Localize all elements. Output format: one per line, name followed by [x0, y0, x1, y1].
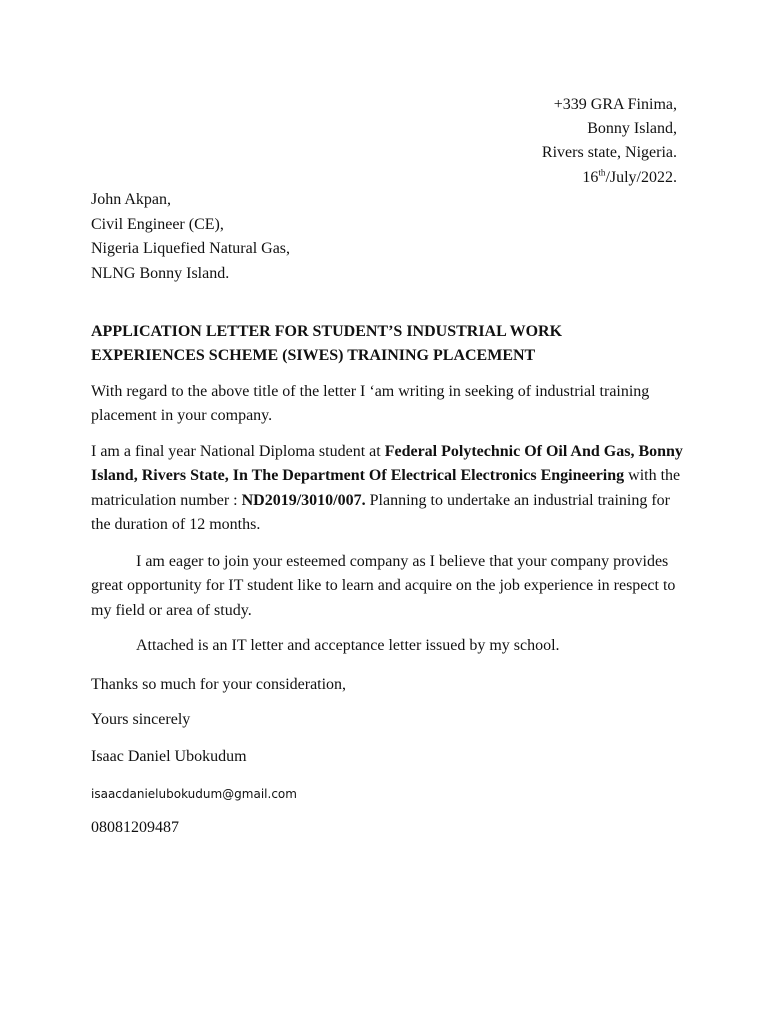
date-rest: /July/2022. — [605, 168, 677, 186]
letter-subject — [91, 320, 691, 368]
recipient-title: Civil Engineer (CE), — [91, 215, 224, 233]
recipient-name: John Akpan, — [91, 191, 171, 208]
body-paragraph-1: With regard to the above title of the letter I ‘am writing in seeking of industrial training placement in your company. — [91, 383, 650, 425]
signoff: Yours sincerely — [91, 711, 191, 728]
para2-text: Planning to undertake an industrial training for the duration of 12 months. — [91, 491, 670, 533]
recipient-company: Nigeria Liquefied Natural Gas, — [91, 240, 291, 257]
para2-text: with the matriculation number : — [91, 467, 681, 509]
recipient-location: NLNG Bonny Island. — [91, 264, 230, 282]
date-day: 16 — [582, 168, 599, 186]
institution-name: Federal Polytechnic Of Oil And Gas, Bonny Island, Rivers State, In The Department Of Electrical Electronics Engineering — [91, 443, 683, 485]
body-paragraph-3: I am eager to join your esteemed company as I believe that your company provides great opportunity for IT student like to learn and acquire on the job experience in respect to my field or area of study. — [91, 553, 676, 619]
sender-address-line: Bonny Island, — [587, 120, 677, 138]
signer-phone: 08081209487 — [91, 819, 179, 836]
letter-date — [542, 166, 677, 190]
subject-line: APPLICATION LETTER FOR STUDENT’S INDUSTRIAL WORK — [91, 323, 563, 340]
subject-line: EXPERIENCES SCHEME (SIWES) TRAINING PLACEMENT — [91, 347, 536, 364]
thanks-line: Thanks so much for your consideration, — [91, 676, 347, 693]
body-paragraph-4: Attached is an IT letter and acceptance letter issued by my school. — [136, 637, 560, 654]
recipient-address — [91, 188, 290, 286]
para2-text: I am a final year National Diploma student at — [91, 443, 385, 460]
sender-address — [542, 93, 677, 190]
matriculation-number: ND2019/3010/007. — [241, 491, 366, 509]
date-suffix: th — [598, 167, 606, 178]
signer-email: isaacdanielubokudum@gmail.com — [91, 787, 297, 801]
sender-address-line: +339 GRA Finima, — [553, 96, 677, 113]
signer-name: Isaac Daniel Ubokudum — [91, 748, 247, 765]
body-paragraph-2 — [91, 440, 691, 537]
sender-address-line: Rivers state, Nigeria. — [541, 144, 677, 162]
